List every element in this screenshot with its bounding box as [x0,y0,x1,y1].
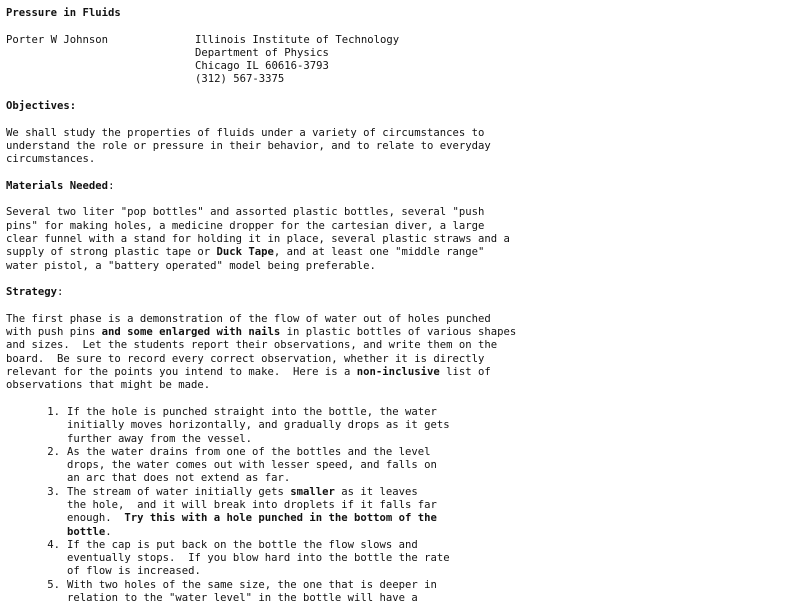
list-number: 1. [47,405,60,418]
list-number: 5. [47,578,60,591]
list-number: 3. [47,485,60,498]
institution: Illinois Institute of Technology [195,33,400,46]
duck-tape-emphasis: Duck Tape [216,246,274,259]
city-address: Chicago IL 60616-3793 [195,60,329,73]
materials-paragraph: Several two liter "pop bottles" and assorted plastic bottles, several "push pins" for making holes, a medicine dropper for the cartesian diver, a large clear funnel with a stand for holding it in place, several plastic straws and a supply of strong plastic tape or Duck Tape, and at least one "middle range" water pistol, a "battery operated" model being preferable. [6,206,510,272]
observations-list [6,406,796,605]
author-name: Porter W Johnson [6,33,109,46]
materials-heading: Materials Needed: [6,179,115,192]
list-number: 2. [47,445,60,458]
department: Department of Physics [195,46,329,59]
objectives-paragraph: We shall study the properties of fluids under a variety of circumstances to understand the role or pressure in their behavior, and to relate to everyday circumstances. [6,126,491,166]
list-number: 4. [47,538,60,551]
strategy-paragraph: The first phase is a demonstration of the flow of water out of holes punched with push pins and some enlarged with nails in plastic bottles of various shapes and sizes. Let the students report their observations, and write them on the board. Be sure to record every correct observation, whether it is directly relevant for the points you intend to make. Here is a non-inclusive list of observations that might be made. [6,312,517,392]
list-item: 1. If the hole is punched straight into the bottle, the water initially moves horizontally, and gradually drops as it gets further away from the vessel. [6,406,796,446]
list-item: 2. As the water drains from one of the bottles and the level drops, the water comes out with lesser speed, and falls on an arc that does not extend as far. [6,446,796,486]
strategy-heading: Strategy: [6,286,64,299]
header-block [6,34,796,87]
objectives-heading: Objectives: [6,100,77,113]
document-page [6,7,796,605]
list-item: 3. The stream of water initially gets smaller as it leaves the hole, and it will break into droplets if it falls far enough. Try this with a hole punched in the bottom of the bottle. [6,486,796,539]
document-title: Pressure in Fluids [6,7,121,19]
phone-number: (312) 567-3375 [195,73,285,86]
list-item: 4. If the cap is put back on the bottle the flow slows and eventually stops. If you blow hard into the bottle the rate of flow is increased. [6,539,796,579]
affiliation [195,34,399,87]
list-item: 5. With two holes of the same size, the one that is deeper in relation to the "water level" in the bottle will have a [6,579,796,605]
